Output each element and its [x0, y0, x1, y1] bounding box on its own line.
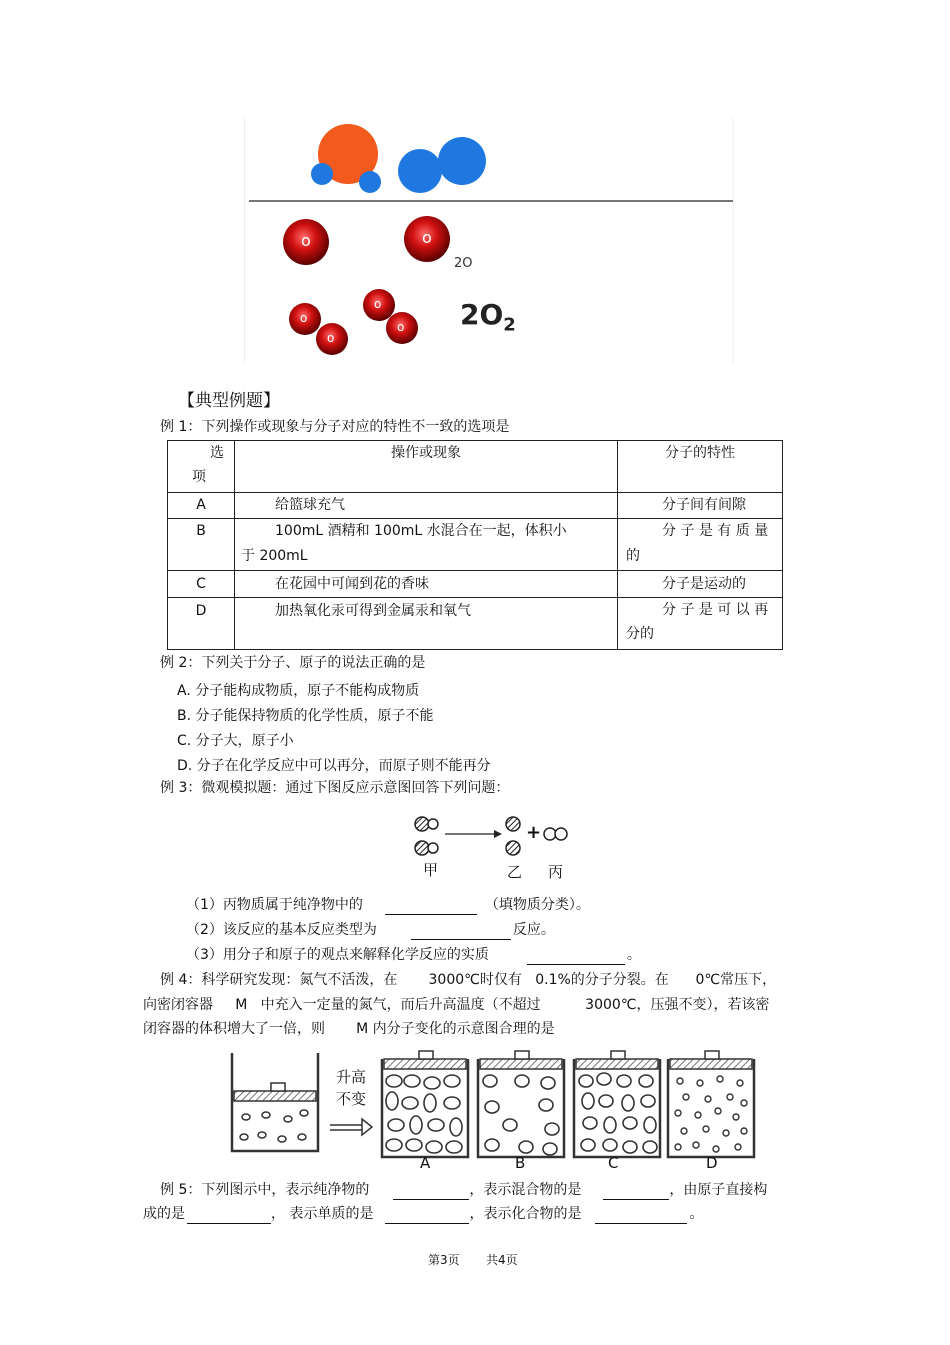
ex2-option-b: B. 分子能保持物质的化学性质，原子不能	[177, 708, 434, 724]
hydrogen-atom	[359, 171, 381, 193]
label-2o2: $2O_2$	[460, 298, 516, 336]
plus-sign: +	[526, 822, 542, 843]
container-figure-svg	[226, 1045, 766, 1175]
table-header-option: 选 项	[168, 441, 235, 493]
hatched-atom	[415, 841, 429, 855]
ex2-question: 例 2：下列关于分子、原子的说法正确的是	[160, 655, 426, 671]
piston	[234, 1091, 316, 1101]
footer-total: 共4页	[486, 1253, 518, 1267]
ex2-option-d: D. 分子在化学反应中可以再分，而原子则不能再分	[177, 758, 491, 774]
ex3-q2: （2）该反应的基本反应类型为 反应。	[186, 922, 555, 938]
arrow-head	[494, 830, 502, 838]
atom-label: o	[374, 297, 382, 311]
atom	[438, 137, 486, 185]
atom-label: o	[300, 311, 308, 325]
answer-blank[interactable]	[595, 1207, 687, 1224]
ex2-option-c: C. 分子大，原子小	[177, 733, 294, 749]
choice-d-label: D	[706, 1154, 718, 1172]
hydrogen-atom	[311, 163, 333, 185]
ex1-question: 例 1：下列操作或现象与分子对应的特性不一致的选项是	[160, 419, 510, 435]
table-row: A 给篮球充气 分子间有间隙	[168, 493, 783, 519]
choice-a-label: A	[420, 1154, 431, 1172]
ex5-line2: 成的是 ， 表示单质的是 ，表示化合物的是 。	[143, 1206, 704, 1222]
label-bing: 丙	[548, 863, 564, 881]
answer-blank[interactable]	[527, 948, 625, 965]
ex4-line2: 向密闭容器 M 中充入一定量的氮气，而后升高温度（不超过 3000℃，压强不变），若该密	[143, 997, 770, 1013]
hatched-atom	[506, 817, 520, 831]
ex4-line1: 例 4：科学研究发现：氮气不活泼，在 3000℃时仅有 0.1%的分子分裂。在 0℃常压下，	[160, 972, 777, 988]
answer-blank[interactable]	[603, 1183, 669, 1200]
white-atom	[555, 828, 567, 840]
atom-label: o	[301, 231, 311, 250]
ex1-table	[167, 440, 783, 650]
answer-blank[interactable]	[187, 1207, 271, 1224]
box-c-molecules	[579, 1073, 657, 1153]
white-atom	[544, 828, 556, 840]
table-row: B 100mL 酒精和 100mL 水混合在一起，体积小 于 200mL 分 子 是 有 质 量 的	[168, 519, 783, 571]
answer-blank[interactable]	[385, 1207, 469, 1224]
answer-blank[interactable]	[411, 923, 511, 940]
arrow-text-1: 升高	[336, 1068, 367, 1086]
ex3-q3: （3）用分子和原子的观点来解释化学反应的实质 。	[186, 947, 641, 963]
answer-blank[interactable]	[385, 898, 477, 915]
table-row: D 加热氧化汞可得到金属汞和氧气 分 子 是 可 以 再 分的	[168, 598, 783, 650]
box-d-molecules	[675, 1076, 747, 1152]
container-figure	[226, 1045, 766, 1175]
ex5-line1: 例 5：下列图示中，表示纯净物的 ，表示混合物的是 ，由原子直接构	[160, 1182, 768, 1198]
reaction-diagram	[410, 812, 580, 882]
label-jia: 甲	[423, 861, 439, 879]
ex3-question: 例 3：微观模拟题：通过下图反应示意图回答下列问题：	[160, 780, 510, 796]
table-header-operation: 操作或现象	[235, 441, 618, 493]
box-d	[668, 1059, 754, 1157]
atom-label: o	[422, 228, 432, 247]
box-b-molecules	[483, 1075, 559, 1155]
atom-label: o	[327, 331, 335, 345]
choice-b-label: B	[515, 1154, 526, 1172]
arrow-text-2: 不变	[336, 1090, 367, 1108]
ex4-line3: 闭容器的体积增大了一倍，则 M 内分子变化的示意图合理的是	[143, 1021, 555, 1037]
piston-handle	[271, 1083, 285, 1091]
hatched-atom	[506, 841, 520, 855]
atom-label: o	[397, 320, 405, 334]
table-header-property: 分子的特性	[618, 441, 783, 493]
original-container	[232, 1053, 318, 1151]
white-atom	[428, 819, 438, 829]
white-atom	[428, 843, 438, 853]
ex3-q1: （1）丙物质属于纯净物中的 （填物质分类）。	[186, 897, 590, 913]
label-2o: 2O	[454, 256, 473, 271]
footer-page: 第3页	[428, 1253, 460, 1267]
original-molecules	[240, 1110, 308, 1142]
ex2-option-a: A. 分子能构成物质，原子不能构成物质	[177, 683, 420, 699]
choice-c-label: C	[608, 1154, 619, 1172]
label-yi: 乙	[507, 863, 523, 881]
atom	[398, 149, 442, 193]
table-row: C 在花园中可闻到花的香味 分子是运动的	[168, 571, 783, 598]
box-a-molecules	[386, 1075, 462, 1153]
answer-blank[interactable]	[393, 1183, 469, 1200]
section-title: 【典型例题】	[178, 391, 280, 411]
hatched-atom	[415, 817, 429, 831]
molecule-figure	[244, 118, 734, 363]
